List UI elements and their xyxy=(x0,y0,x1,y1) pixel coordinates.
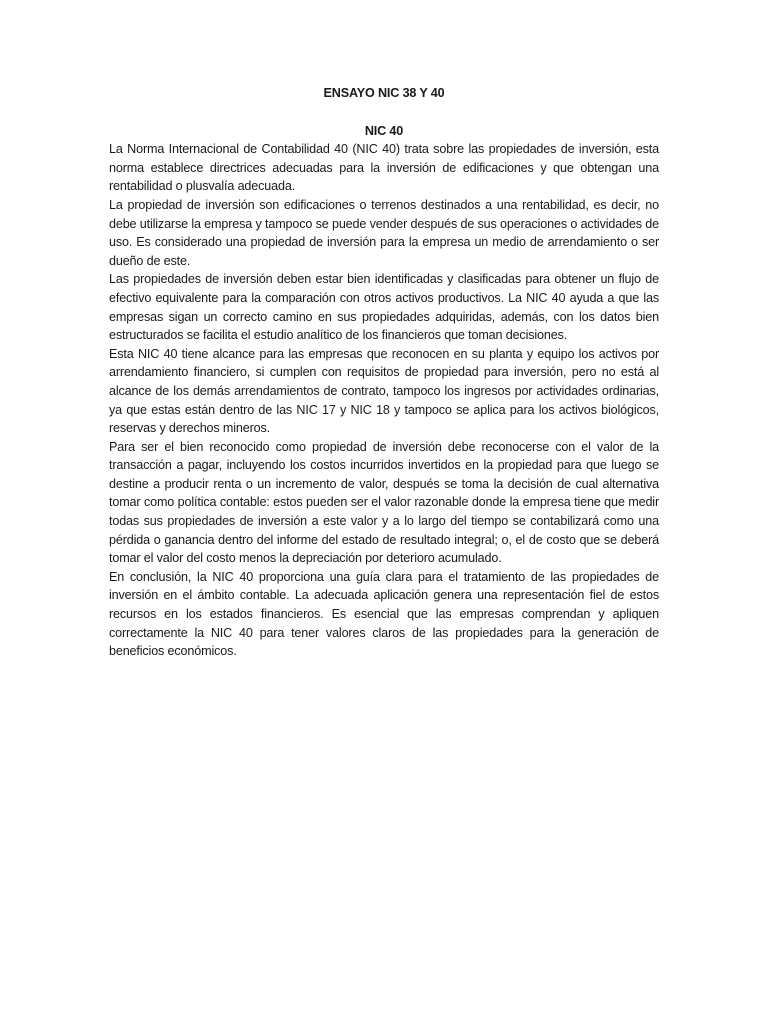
paragraph-1: La Norma Internacional de Contabilidad 40 (NIC 40) trata sobre las propiedades de inversión, esta norma establece directrices adecuadas para la inversión de edificaciones y que obtengan una rentabilidad o plusvalía adecuada. xyxy=(109,142,659,194)
paragraph-3: Las propiedades de inversión deben estar bien identificadas y clasificadas para obtener un flujo de efectivo equivalente para la comparación con otros activos productivos. La NIC 40 ayuda a que las empresas sigan un correcto camino en sus propiedades adquiridas, además, con los datos bien estructurados se facilita el estudio analítico de los financieros que toman decisiones. xyxy=(109,272,659,343)
paragraph-5: Para ser el bien reconocido como propiedad de inversión debe reconocerse con el valor de la transacción a pagar, incluyendo los costos incurridos invertidos en la propiedad para que luego se destine a producir renta o un incremento de valor, después se toma la decisión de cual alternativa tomar como política contable: estos pueden ser el valor razonable donde la empresa tiene que medir todas sus propiedades de inversión a este valor y a lo largo del tiempo se contabilizará como una pérdida o ganancia dentro del informe del estado de resultado integral; o, el de costo que se deberá tomar el valor del costo menos la depreciación por deterioro acumulado. xyxy=(109,439,659,566)
document-body xyxy=(109,84,659,661)
paragraph-4: Esta NIC 40 tiene alcance para las empresas que reconocen en su planta y equipo los activos por arrendamiento financiero, si cumplen con requisitos de propiedad para inversión, pero no está al alcance de los demás arrendamientos de contrato, tampoco los ingresos por actividades ordinarias, ya que estas están dentro de las NIC 17 y NIC 18 y tampoco se aplica para los activos biológicos, reservas y derechos mineros. xyxy=(109,346,659,436)
paragraph-6: En conclusión, la NIC 40 proporciona una guía clara para el tratamiento de las propiedades de inversión en el ámbito contable. La adecuada aplicación genera una representación fiel de estos recursos en los estados financieros. Es esencial que las empresas comprendan y apliquen correctamente la NIC 40 para tener valores claros de las propiedades para la generación de beneficios económicos. xyxy=(109,569,659,659)
document-subtitle: NIC 40 xyxy=(364,123,404,138)
paragraph-2: La propiedad de inversión son edificaciones o terrenos destinados a una rentabilidad, es decir, no debe utilizarse la empresa y tampoco se puede vender después de sus operaciones o actividades de uso. Es considerado una propiedad de inversión para la empresa un medio de arrendamiento o ser dueño de este. xyxy=(109,197,659,268)
document-title: ENSAYO NIC 38 Y 40 xyxy=(323,86,445,100)
